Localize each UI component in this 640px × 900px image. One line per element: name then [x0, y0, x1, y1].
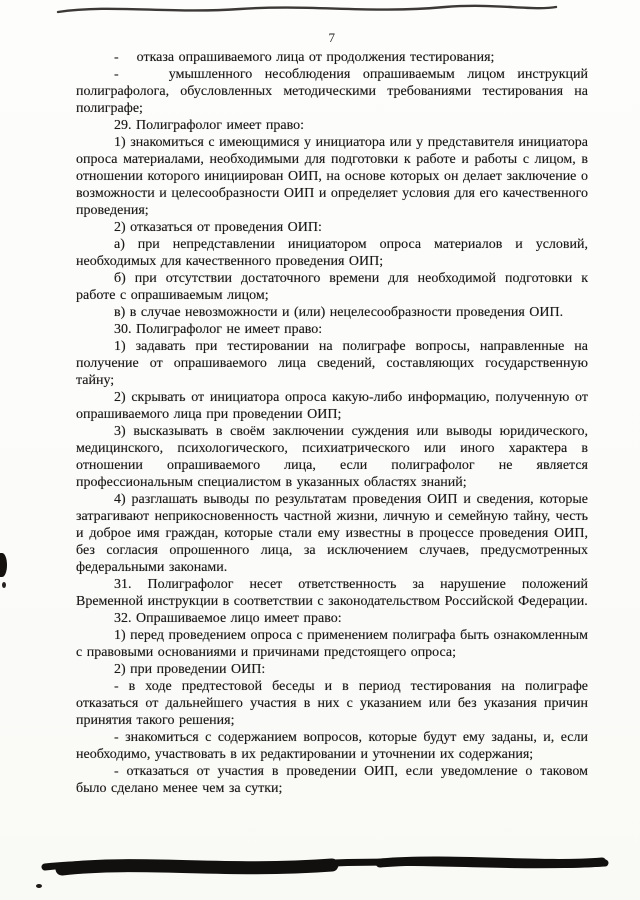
- page-number: 7: [328, 30, 336, 45]
- paragraph: 3) высказывать в своём заключении суждения или выводы юридического, медицинского, психологического, психиатрического или иного характера в отношении опрашиваемого лица, если полиграфолог не является профессиональным специалистом в указанных областях знаний;: [76, 424, 588, 490]
- paragraph: 2) отказаться от проведения ОИП:: [114, 220, 322, 235]
- scan-artifact-top: [0, 0, 640, 22]
- paragraph: 32. Опрашиваемое лицо имеет право:: [114, 611, 342, 626]
- paragraph: - знакомиться с содержанием вопросов, которые будут ему заданы, и, если необходимо, участвовать в их редактировании и уточнении их содержания;: [76, 730, 588, 762]
- paragraph: 1) задавать при тестировании на полиграфе вопросы, направленные на получение от опрашиваемого лица сведений, составляющих государственную тайну;: [76, 339, 588, 388]
- scan-artifact-left-edge: [0, 553, 7, 577]
- paragraph: 1) перед проведением опроса с применением полиграфа быть ознакомленным с правовыми основаниями и причинами предстоящего опроса;: [76, 628, 588, 660]
- paragraph: 29. Полиграфолог имеет право:: [114, 118, 304, 133]
- scan-artifact-corner-speck: [36, 884, 42, 888]
- paragraph: 30. Полиграфолог не имеет право:: [114, 322, 323, 337]
- scan-artifact-left-speck: [2, 582, 6, 588]
- paragraph: 2) скрывать от инициатора опроса какую-либо информацию, полученную от опрашиваемого лица при проведении ОИП;: [76, 390, 588, 422]
- paragraph: 31. Полиграфолог несет ответственность за нарушение положений Временной инструкции в соответствии с законодательством Российской Федерации.: [76, 577, 588, 609]
- paragraph: - отказаться от участия в проведении ОИП, если уведомление о таковом было сделано менее чем за сутки;: [76, 764, 588, 796]
- paragraph: 1) знакомиться с имеющимися у инициатора или у представителя инициатора опроса материалами, необходимыми для подготовки к работе и работы с лицом, в отношении которого инициирован ОИП, на основе которых он делает заключение о возможности и целесообразности ОИП и определяет условия для его качественного проведения;: [76, 135, 588, 218]
- paragraph: 4) разглашать выводы по результатам проведения ОИП и сведения, которые затрагивают неприкосновенность частной жизни, личную и семейную тайну, честь и доброе имя граждан, которые стали ему известны в процессе проведения ОИП, без согласия опрошенного лица, за исключением случаев, предусмотренных федеральными законами.: [76, 492, 588, 575]
- paragraph: б) при отсутствии достаточного времени для необходимой подготовки к работе с опрашиваемым лицом;: [76, 271, 588, 303]
- document-body: [76, 49, 588, 797]
- paragraph: - в ходе предтестовой беседы и в период тестирования на полиграфе отказаться от дальнейшего участия в них с указанием или без указания причин принятия такого решения;: [76, 679, 588, 728]
- paragraph: в) в случае невозможности и (или) нецелесообразности проведения ОИП.: [114, 305, 564, 320]
- scan-artifact-bottom: [0, 845, 640, 889]
- paragraph: - умышленного несоблюдения опрашиваемым лицом инструкций полиграфолога, обусловленных методическими требованиями тестирования на полиграфе;: [76, 67, 588, 116]
- paragraph: - отказа опрашиваемого лица от продолжения тестирования;: [114, 50, 495, 65]
- paragraph: а) при непредставлении инициатором опроса материалов и условий, необходимых для качественного проведения ОИП;: [76, 237, 588, 269]
- paragraph: 2) при проведении ОИП:: [114, 662, 266, 677]
